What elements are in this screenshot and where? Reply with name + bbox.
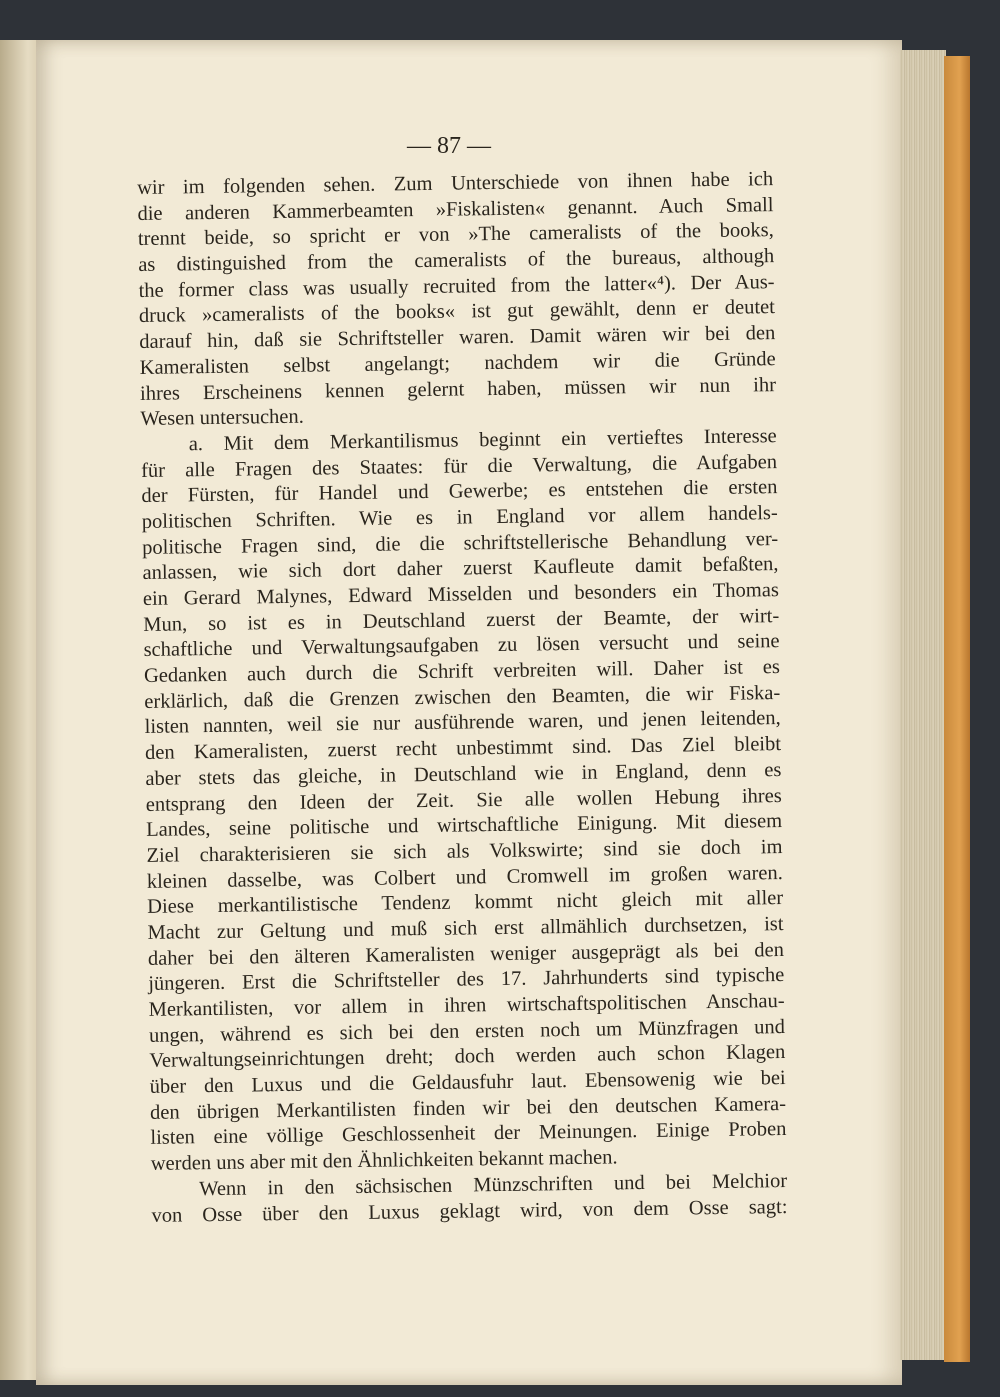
book-cover-edge [944,56,970,1362]
text-line: ein Gerard Malynes, Edward Misselden und besonders ein Thomas [142,579,779,610]
paragraph-start-line: Wenn in den sächsischen Münzschriften und bei Melchior [198,1169,788,1201]
text-line: politische Fragen sind, die die schriftstellerische Behandlung ver- [142,527,779,559]
page-stack-edge [900,50,946,1360]
text-line: Kameralisten selbst angelangt; nachdem wir die Gründe [139,347,776,379]
text-line: Mun, so ist es in Deutschland zuerst der Beamte, der wirt- [143,604,780,636]
text-line: für alle Fragen des Staates: für die Verwaltung, die Aufgaben [140,450,778,482]
text-line: the former class was usually recruited from the latter«⁴). Der Aus- [138,270,775,302]
text-line: ungen, während es sich bei den ersten noch um Münzfragen und [148,1015,786,1047]
text-line: druck »cameralists of the books« ist gut gewählt, denn er deutet [138,296,776,328]
text-line: Verwaltungseinrichtungen dreht; doch werden auch schon Klagen [149,1041,786,1073]
text-line: werden uns aber mit den Ähnlichkeiten bekannt machen. [150,1146,618,1176]
text-line: listen eine völlige Geschlossenheit der Meinungen. Einige Proben [150,1118,787,1150]
text-line: Landes, seine politische und wirtschaftliche Einigung. Mit diesem [145,810,783,842]
text-line: wir im folgenden sehen. Zum Unterschiede von ihnen habe ich [137,168,774,199]
paragraph-start-line: a. Mit dem Merkantilismus beginnt ein vertieftes Interesse [188,424,777,456]
text-line: ihres Erscheinens kennen gelernt haben, müssen wir nun ihr [139,373,777,405]
text-line: politischen Schriften. Wie es in England vor allem handels- [141,502,778,533]
text-line: aber stets das gleiche, in Deutschland wie in England, denn es [145,758,782,790]
text-line: listen nannten, weil sie nur ausführende waren, und jenen leitenden, [144,707,781,739]
text-line: darauf hin, daß sie Schriftsteller waren. Damit wären wir bei den [139,322,776,354]
text-line: daher bei den älteren Kameralisten weniger ausgeprägt als bei den [147,938,785,970]
text-line: die anderen Kammerbeamten »Fiskalisten« genannt. Auch Small [137,193,774,225]
text-line: den übrigen Merkantilisten finden wir bei den deutschen Kamera- [149,1092,787,1124]
text-line: jüngeren. Erst die Schriftsteller des 17. Jahrhunderts sind typische [148,964,785,996]
text-line: trennt beide, so spricht er von »The cameralists of the books, [137,219,774,251]
text-line: von Osse über den Luxus geklagt wird, von dem Osse sagt: [151,1195,788,1227]
text-line: Macht zur Geltung und muß sich erst allmählich durchsetzen, ist [147,912,784,944]
text-line: schaftliche und Verwaltungsaufgaben zu lösen versucht und seine [143,630,780,662]
body-text [137,167,788,1229]
text-line: Merkantilisten, vor allem in ihren wirtschaftspolitischen Anschau- [148,990,785,1021]
text-line: über den Luxus und die Geldausfuhr laut. Ebensowenig wie bei [149,1067,786,1098]
text-line: Ziel charakterisieren sie sich als Volkswirte; sind sie doch im [146,835,783,867]
text-line: kleinen dasselbe, was Colbert und Cromwell im großen waren. [146,861,783,893]
text-line: anlassen, wie sich dort daher zuerst Kaufleute damit befaßten, [142,553,779,585]
text-line: Diese merkantilistische Tendenz kommt nicht gleich mit aller [147,887,784,919]
page-number: — 87 — [407,133,491,159]
left-page-edge [0,40,40,1380]
text-line: den Kameralisten, zuerst recht unbestimmt sind. Das Ziel bleibt [144,733,782,765]
text-line: der Fürsten, für Handel und Gewerbe; es entstehen die ersten [141,476,778,508]
text-line: Wesen untersuchen. [140,405,304,431]
text-line: as distinguished from the cameralists of the bureaus, although [138,245,775,277]
text-line: entsprang den Ideen der Zeit. Sie alle wollen Hebung ihres [145,784,782,816]
text-line: Gedanken auch durch die Schrift verbreiten will. Daher ist es [143,656,781,688]
text-line: erklärlich, daß die Grenzen zwischen den Beamten, die wir Fiska- [144,681,781,713]
